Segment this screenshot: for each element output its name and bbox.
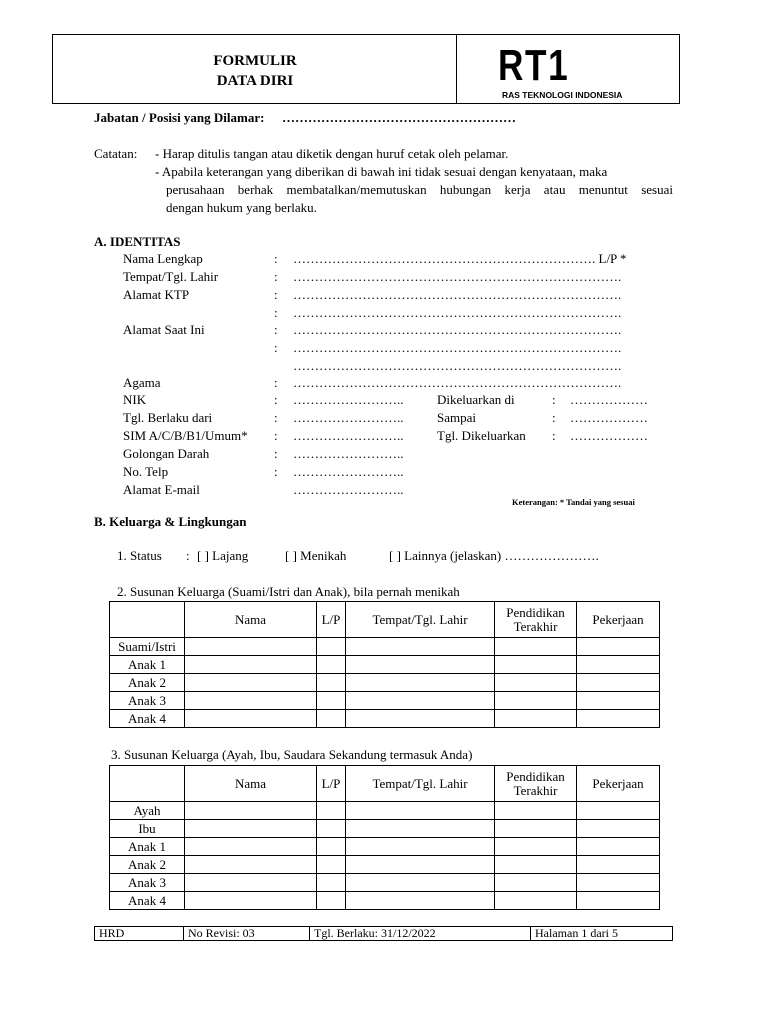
table-cell[interactable] [185,692,317,710]
table-cell[interactable] [577,802,660,820]
table-header: Pekerjaan [577,602,660,638]
table-cell[interactable] [317,638,346,656]
table-cell[interactable] [185,638,317,656]
note-item-1: - Harap ditulis tangan atau diketik dengan huruf cetak oleh pelamar. [155,146,509,161]
table-cell[interactable] [317,838,346,856]
table-cell[interactable] [577,710,660,728]
footer-page: Halaman 1 dari 5 [531,927,673,941]
table-cell[interactable] [185,710,317,728]
table-cell[interactable] [495,710,577,728]
table-cell[interactable] [317,802,346,820]
colon: : [552,392,556,407]
colon: : [274,251,278,266]
table-header: Pendidikan Terakhir [495,602,577,638]
table-cell[interactable] [495,820,577,838]
field-ttl[interactable]: …………………………………………………………………. [293,269,622,284]
field-sim[interactable]: …………………….. [293,428,404,443]
table-cell[interactable] [317,710,346,728]
colon: : [274,305,278,320]
table-cell[interactable] [577,692,660,710]
table-cell[interactable] [185,874,317,892]
status-option-lajang[interactable]: [ ] Lajang [197,548,249,563]
table-cell[interactable] [577,838,660,856]
table-cell[interactable] [317,874,346,892]
position-label: Jabatan / Posisi yang Dilamar: [94,110,265,125]
label-agama: Agama [123,375,161,390]
colon: : [274,340,278,355]
colon: : [274,287,278,302]
table-row-label: Anak 1 [110,656,185,674]
table-cell[interactable] [185,838,317,856]
family-table-spouse [109,601,660,728]
table-cell[interactable] [495,674,577,692]
footer-table [94,926,673,941]
table-cell[interactable] [346,874,495,892]
label-sampai: Sampai [437,410,476,425]
table-cell[interactable] [317,674,346,692]
note-item-2-line1: - Apabila keterangan yang diberikan di bawah ini tidak sesuai dengan kenyataan, maka [155,164,608,179]
label-email: Alamat E-mail [123,482,200,497]
table-cell[interactable] [495,838,577,856]
table-cell[interactable] [495,874,577,892]
table-cell[interactable] [346,674,495,692]
label-ttl: Tempat/Tgl. Lahir [123,269,219,284]
table-row-label: Anak 4 [110,892,185,910]
company-name: RAS TEKNOLOGI INDONESIA [502,90,623,100]
field-sampai[interactable]: ……………… [570,410,648,425]
label-telp: No. Telp [123,464,169,479]
table-cell[interactable] [495,802,577,820]
table-header: Pendidikan Terakhir [495,766,577,802]
table-cell[interactable] [346,638,495,656]
colon: : [274,392,278,407]
table-row-label: Anak 2 [110,856,185,874]
table-cell[interactable] [495,856,577,874]
field-email[interactable]: …………………….. [293,482,404,497]
family-table-parents [109,765,660,910]
table-cell[interactable] [346,692,495,710]
label-tgl-dikeluarkan: Tgl. Dikeluarkan [437,428,526,443]
table-cell[interactable] [346,856,495,874]
table3-caption: 3. Susunan Keluarga (Ayah, Ibu, Saudara Sekandung termasuk Anda) [111,747,473,762]
colon: : [274,410,278,425]
label-alamat-ini: Alamat Saat Ini [123,322,205,337]
label-dikeluarkan-di: Dikeluarkan di [437,392,515,407]
table-cell[interactable] [185,802,317,820]
table-cell[interactable] [577,656,660,674]
table-cell[interactable] [346,892,495,910]
form-title-line1: FORMULIR [213,53,297,69]
table-header: Tempat/Tgl. Lahir [346,766,495,802]
section-b-heading: B. Keluarga & Lingkungan [94,514,247,529]
table-cell[interactable] [346,838,495,856]
table-cell[interactable] [495,692,577,710]
colon: : [274,464,278,479]
colon: : [274,446,278,461]
label-nik: NIK [123,392,147,407]
table-cell[interactable] [317,692,346,710]
field-nik[interactable]: …………………….. [293,392,404,407]
label-tgl-berlaku: Tgl. Berlaku dari [123,410,213,425]
table-cell[interactable] [317,892,346,910]
colon: : [552,428,556,443]
note-item-2-line2: perusahaan berhak membatalkan/memutuskan hubungan kerja atau menuntut sesuai [166,182,673,197]
table-header: Pekerjaan [577,766,660,802]
field-dikeluarkan-di[interactable]: ……………… [570,392,648,407]
table-row-label: Anak 3 [110,874,185,892]
colon: : [552,410,556,425]
table-cell[interactable] [577,874,660,892]
table-header [110,602,185,638]
table-header: L/P [317,766,346,802]
colon: : [274,322,278,337]
table-cell[interactable] [346,802,495,820]
field-tgl-berlaku[interactable]: …………………….. [293,410,404,425]
note-item-2-line3: dengan hukum yang berlaku. [166,200,317,215]
table-cell[interactable] [317,656,346,674]
table-cell[interactable] [346,710,495,728]
status-label: 1. Status [117,548,162,563]
table-header [110,766,185,802]
header-divider [456,34,457,104]
field-goldar[interactable]: …………………….. [293,446,404,461]
field-telp[interactable]: …………………….. [293,464,404,479]
footer-revision: No Revisi: 03 [184,927,310,941]
table-row-label: Anak 1 [110,838,185,856]
status-option-lainnya[interactable]: [ ] Lainnya (jelaskan) …………………. [389,548,599,563]
field-agama[interactable]: …………………………………………………………………. [293,375,622,390]
notes-label: Catatan: [94,146,138,161]
colon: : [274,375,278,390]
position-dots: ……………………………………………… [282,110,516,125]
table-cell[interactable] [185,674,317,692]
field-alamat-ini-3[interactable]: …………………………………………………………………. [293,358,622,373]
table-row-label: Ibu [110,820,185,838]
table-header: L/P [317,602,346,638]
label-nama: Nama Lengkap [123,251,203,266]
table-cell[interactable] [577,674,660,692]
form-title-line2: DATA DIRI [216,73,294,89]
table-cell[interactable] [495,892,577,910]
table-cell[interactable] [577,638,660,656]
table-cell[interactable] [346,656,495,674]
table-row-label: Anak 3 [110,692,185,710]
company-logo: RT1 [498,41,570,90]
footer-dept: HRD [95,927,184,941]
field-nama[interactable]: ……………………………………………………………. L/P * [293,251,627,266]
table-cell[interactable] [577,856,660,874]
colon: : [274,428,278,443]
status-option-menikah[interactable]: [ ] Menikah [285,548,347,563]
table-cell[interactable] [185,656,317,674]
table-cell[interactable] [577,820,660,838]
footer-valid-date: Tgl. Berlaku: 31/12/2022 [310,927,531,941]
section-a-heading: A. IDENTITAS [94,234,181,249]
table-cell[interactable] [317,820,346,838]
table-cell[interactable] [495,656,577,674]
table-header: Nama [185,766,317,802]
field-alamat-ktp-1[interactable]: …………………………………………………………………. [293,287,622,302]
field-alamat-ini-1[interactable]: …………………………………………………………………. [293,322,622,337]
colon: : [274,269,278,284]
label-sim: SIM A/C/B/B1/Umum* [123,428,248,443]
table-cell[interactable] [185,856,317,874]
table-cell[interactable] [577,892,660,910]
colon: : [186,548,190,563]
table-row-label: Ayah [110,802,185,820]
table-row-label: Anak 4 [110,710,185,728]
table-row-label: Suami/Istri [110,638,185,656]
table-header: Tempat/Tgl. Lahir [346,602,495,638]
table2-caption: 2. Susunan Keluarga (Suami/Istri dan Anak), bila pernah menikah [117,584,460,599]
section-a-note: Keterangan: * Tandai yang sesuai [512,497,635,507]
field-tgl-dikeluarkan[interactable]: ……………… [570,428,648,443]
table-cell[interactable] [185,892,317,910]
label-goldar: Golongan Darah [123,446,210,461]
table-cell[interactable] [317,856,346,874]
table-cell[interactable] [185,820,317,838]
table-cell[interactable] [495,638,577,656]
table-row-label: Anak 2 [110,674,185,692]
field-alamat-ktp-2[interactable]: …………………………………………………………………. [293,305,622,320]
field-alamat-ini-2[interactable]: …………………………………………………………………. [293,340,622,355]
label-alamat-ktp: Alamat KTP [123,287,190,302]
table-header: Nama [185,602,317,638]
table-cell[interactable] [346,820,495,838]
